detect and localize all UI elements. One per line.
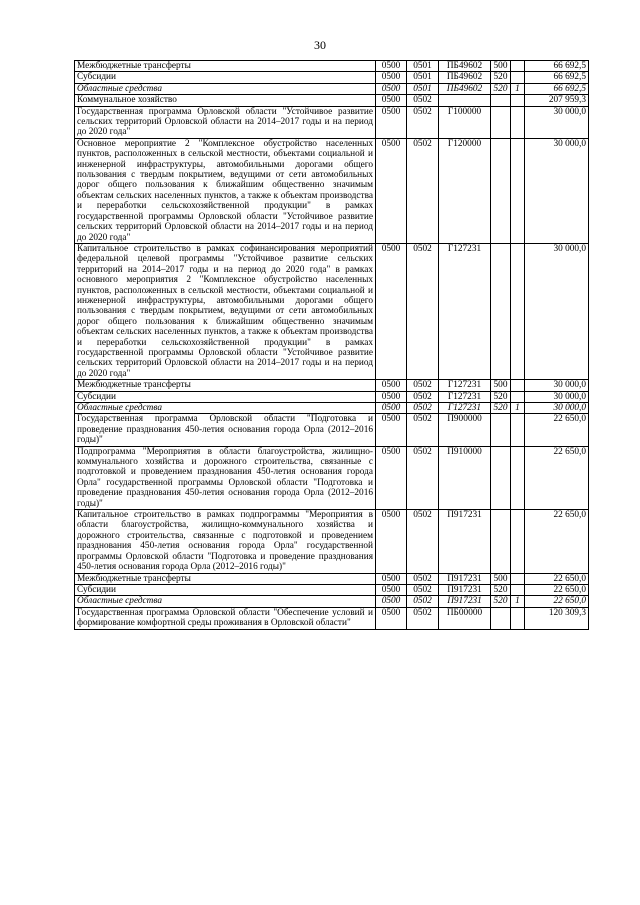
- funding-source-cell: [511, 61, 525, 72]
- row-name-cell: Областные средства: [75, 403, 376, 414]
- expense-type-cell: [491, 510, 511, 573]
- target-article-cell: ПБ49602: [439, 72, 491, 83]
- expense-type-cell: [491, 138, 511, 243]
- section-code-cell: 0500: [376, 243, 407, 379]
- table-row: [75, 83, 589, 94]
- funding-source-cell: 1: [511, 403, 525, 414]
- amount-cell: 120 309,3: [525, 607, 589, 629]
- row-name-cell: Субсидии: [75, 584, 376, 595]
- subsection-code-cell: 0502: [407, 607, 439, 629]
- row-name-cell: Областные средства: [75, 83, 376, 94]
- table-row: [75, 403, 589, 414]
- amount-cell: 22 650,0: [525, 446, 589, 509]
- subsection-code-cell: 0502: [407, 596, 439, 607]
- row-name-cell: Субсидии: [75, 72, 376, 83]
- funding-source-cell: [511, 607, 525, 629]
- section-code-cell: 0500: [376, 95, 407, 106]
- row-name-cell: Межбюджетные трансферты: [75, 380, 376, 391]
- row-name-cell: Межбюджетные трансферты: [75, 573, 376, 584]
- subsection-code-cell: 0502: [407, 243, 439, 379]
- section-code-cell: 0500: [376, 138, 407, 243]
- subsection-code-cell: 0502: [407, 391, 439, 402]
- funding-source-cell: 1: [511, 596, 525, 607]
- funding-source-cell: 1: [511, 83, 525, 94]
- funding-source-cell: [511, 380, 525, 391]
- table-row: [75, 138, 589, 243]
- target-article-cell: ПБ00000: [439, 607, 491, 629]
- target-article-cell: [439, 95, 491, 106]
- amount-cell: 66 692,5: [525, 83, 589, 94]
- amount-cell: 30 000,0: [525, 243, 589, 379]
- row-name-cell: Государственная программа Орловской области "Подготовка и проведение празднования 450-летия основания города Орла (2012–2016 годы)": [75, 414, 376, 446]
- funding-source-cell: [511, 414, 525, 446]
- expense-type-cell: 500: [491, 380, 511, 391]
- subsection-code-cell: 0501: [407, 72, 439, 83]
- amount-cell: 30 000,0: [525, 391, 589, 402]
- expense-type-cell: [491, 607, 511, 629]
- row-name-cell: Межбюджетные трансферты: [75, 61, 376, 72]
- row-name-cell: Областные средства: [75, 596, 376, 607]
- target-article-cell: Г127231: [439, 380, 491, 391]
- subsection-code-cell: 0502: [407, 380, 439, 391]
- subsection-code-cell: 0502: [407, 573, 439, 584]
- target-article-cell: Г120000: [439, 138, 491, 243]
- section-code-cell: 0500: [376, 510, 407, 573]
- funding-source-cell: [511, 584, 525, 595]
- row-name-cell: Подпрограмма "Мероприятия в области благоустройства, жилищно-коммунального хозяйства и дорожного строительства, связанные с подготовкой и проведением празднования 450-летия основания города Орла" государственной программы Орловской области "Подготовка и проведение празднования 450-летия основания города Орла (2012–2016 годы)": [75, 446, 376, 509]
- amount-cell: 30 000,0: [525, 380, 589, 391]
- amount-cell: 30 000,0: [525, 403, 589, 414]
- table-row: [75, 391, 589, 402]
- target-article-cell: П900000: [439, 414, 491, 446]
- amount-cell: 22 650,0: [525, 414, 589, 446]
- funding-source-cell: [511, 446, 525, 509]
- table-row: [75, 61, 589, 72]
- page-number: 30: [314, 38, 326, 52]
- table-row: [75, 510, 589, 573]
- expense-type-cell: 520: [491, 72, 511, 83]
- section-code-cell: 0500: [376, 584, 407, 595]
- subsection-code-cell: 0501: [407, 83, 439, 94]
- funding-source-cell: [511, 95, 525, 106]
- section-code-cell: 0500: [376, 414, 407, 446]
- subsection-code-cell: 0502: [407, 95, 439, 106]
- table-row: [75, 414, 589, 446]
- amount-cell: 30 000,0: [525, 106, 589, 138]
- expense-type-cell: 500: [491, 573, 511, 584]
- row-name-cell: Государственная программа Орловской области "Обеспечение условий и формирование комфортной среды проживания в Орловской области": [75, 607, 376, 629]
- subsection-code-cell: 0502: [407, 446, 439, 509]
- funding-source-cell: [511, 510, 525, 573]
- amount-cell: 66 692,5: [525, 61, 589, 72]
- subsection-code-cell: 0502: [407, 106, 439, 138]
- table-row: [75, 584, 589, 595]
- target-article-cell: П917231: [439, 573, 491, 584]
- funding-source-cell: [511, 573, 525, 584]
- budget-table: [74, 60, 589, 630]
- funding-source-cell: [511, 72, 525, 83]
- funding-source-cell: [511, 138, 525, 243]
- section-code-cell: 0500: [376, 607, 407, 629]
- target-article-cell: ПБ49602: [439, 83, 491, 94]
- funding-source-cell: [511, 391, 525, 402]
- subsection-code-cell: 0502: [407, 584, 439, 595]
- target-article-cell: Г127231: [439, 243, 491, 379]
- table-row: [75, 95, 589, 106]
- amount-cell: 22 650,0: [525, 510, 589, 573]
- section-code-cell: 0500: [376, 391, 407, 402]
- section-code-cell: 0500: [376, 61, 407, 72]
- expense-type-cell: [491, 106, 511, 138]
- section-code-cell: 0500: [376, 446, 407, 509]
- subsection-code-cell: 0502: [407, 403, 439, 414]
- amount-cell: 22 650,0: [525, 596, 589, 607]
- expense-type-cell: 520: [491, 83, 511, 94]
- table-row: [75, 573, 589, 584]
- table-body: [75, 61, 589, 630]
- row-name-cell: Капитальное строительство в рамках подпрограммы "Мероприятия в области благоустройства, жилищно-коммунального хозяйства и дорожного строительства, связанные с подготовкой и проведением празднования 450-летия основания города Орла" государственной программы Орловской области "Подготовка и проведение празднования 450-летия основания города Орла (2012–2016 годы)": [75, 510, 376, 573]
- funding-source-cell: [511, 243, 525, 379]
- subsection-code-cell: 0502: [407, 414, 439, 446]
- expense-type-cell: 500: [491, 61, 511, 72]
- table-row: [75, 607, 589, 629]
- row-name-cell: Коммунальное хозяйство: [75, 95, 376, 106]
- subsection-code-cell: 0502: [407, 138, 439, 243]
- expense-type-cell: 520: [491, 403, 511, 414]
- funding-source-cell: [511, 106, 525, 138]
- subsection-code-cell: 0502: [407, 510, 439, 573]
- amount-cell: 66 692,5: [525, 72, 589, 83]
- section-code-cell: 0500: [376, 72, 407, 83]
- table-row: [75, 243, 589, 379]
- section-code-cell: 0500: [376, 573, 407, 584]
- target-article-cell: Г127231: [439, 403, 491, 414]
- section-code-cell: 0500: [376, 596, 407, 607]
- row-name-cell: Государственная программа Орловской области "Устойчивое развитие сельских территорий Орловской области на 2014–2017 годы и на период до 2020 года": [75, 106, 376, 138]
- expense-type-cell: [491, 95, 511, 106]
- subsection-code-cell: 0501: [407, 61, 439, 72]
- expense-type-cell: [491, 414, 511, 446]
- expense-type-cell: 520: [491, 584, 511, 595]
- section-code-cell: 0500: [376, 106, 407, 138]
- section-code-cell: 0500: [376, 380, 407, 391]
- expense-type-cell: 520: [491, 596, 511, 607]
- row-name-cell: Основное мероприятие 2 "Комплексное обустройство населенных пунктов, расположенных в сельской местности, объектами социальной и инженерной инфраструктуры, автомобильными дорогами общего пользования с твердым покрытием, ведущими от сети автомобильных дорог общего пользования к ближайшим общественно значимым объектам сельских населенных пунктов, а также к объектам производства и переработки сельскохозяйственной продукции" в рамках государственной программы Орловской области "Устойчивое развитие сельских территорий Орловской области на 2014–2017 годы и на период до 2020 года": [75, 138, 376, 243]
- target-article-cell: Г127231: [439, 391, 491, 402]
- amount-cell: 30 000,0: [525, 138, 589, 243]
- table-row: [75, 596, 589, 607]
- expense-type-cell: [491, 446, 511, 509]
- target-article-cell: П917231: [439, 596, 491, 607]
- amount-cell: 22 650,0: [525, 573, 589, 584]
- amount-cell: 22 650,0: [525, 584, 589, 595]
- section-code-cell: 0500: [376, 403, 407, 414]
- target-article-cell: П917231: [439, 584, 491, 595]
- target-article-cell: П917231: [439, 510, 491, 573]
- table-row: [75, 72, 589, 83]
- row-name-cell: Субсидии: [75, 391, 376, 402]
- row-name-cell: Капитальное строительство в рамках софинансирования мероприятий федеральной целевой программы "Устойчивое развитие сельских территорий на 2014–2017 годы и на период до 2020 года" в рамках основного мероприятия 2 "Комплексное обустройство населенных пунктов, расположенных в сельской местности, объектами социальной и инженерной инфраструктуры, автомобильными дорогами общего пользования с твердым покрытием, ведущими от сети автомобильных дорог общего пользования к ближайшим общественно значимым объектам сельских населенных пунктов, а также к объектам производства и переработки сельскохозяйственной продукции" в рамках государственной программы Орловской области "Устойчивое развитие сельских территорий Орловской области на 2014–2017 годы и на период до 2020 года": [75, 243, 376, 379]
- expense-type-cell: [491, 243, 511, 379]
- table-row: [75, 446, 589, 509]
- section-code-cell: 0500: [376, 83, 407, 94]
- amount-cell: 207 959,3: [525, 95, 589, 106]
- target-article-cell: Г100000: [439, 106, 491, 138]
- table-row: [75, 380, 589, 391]
- target-article-cell: ПБ49602: [439, 61, 491, 72]
- expense-type-cell: 520: [491, 391, 511, 402]
- target-article-cell: П910000: [439, 446, 491, 509]
- table-row: [75, 106, 589, 138]
